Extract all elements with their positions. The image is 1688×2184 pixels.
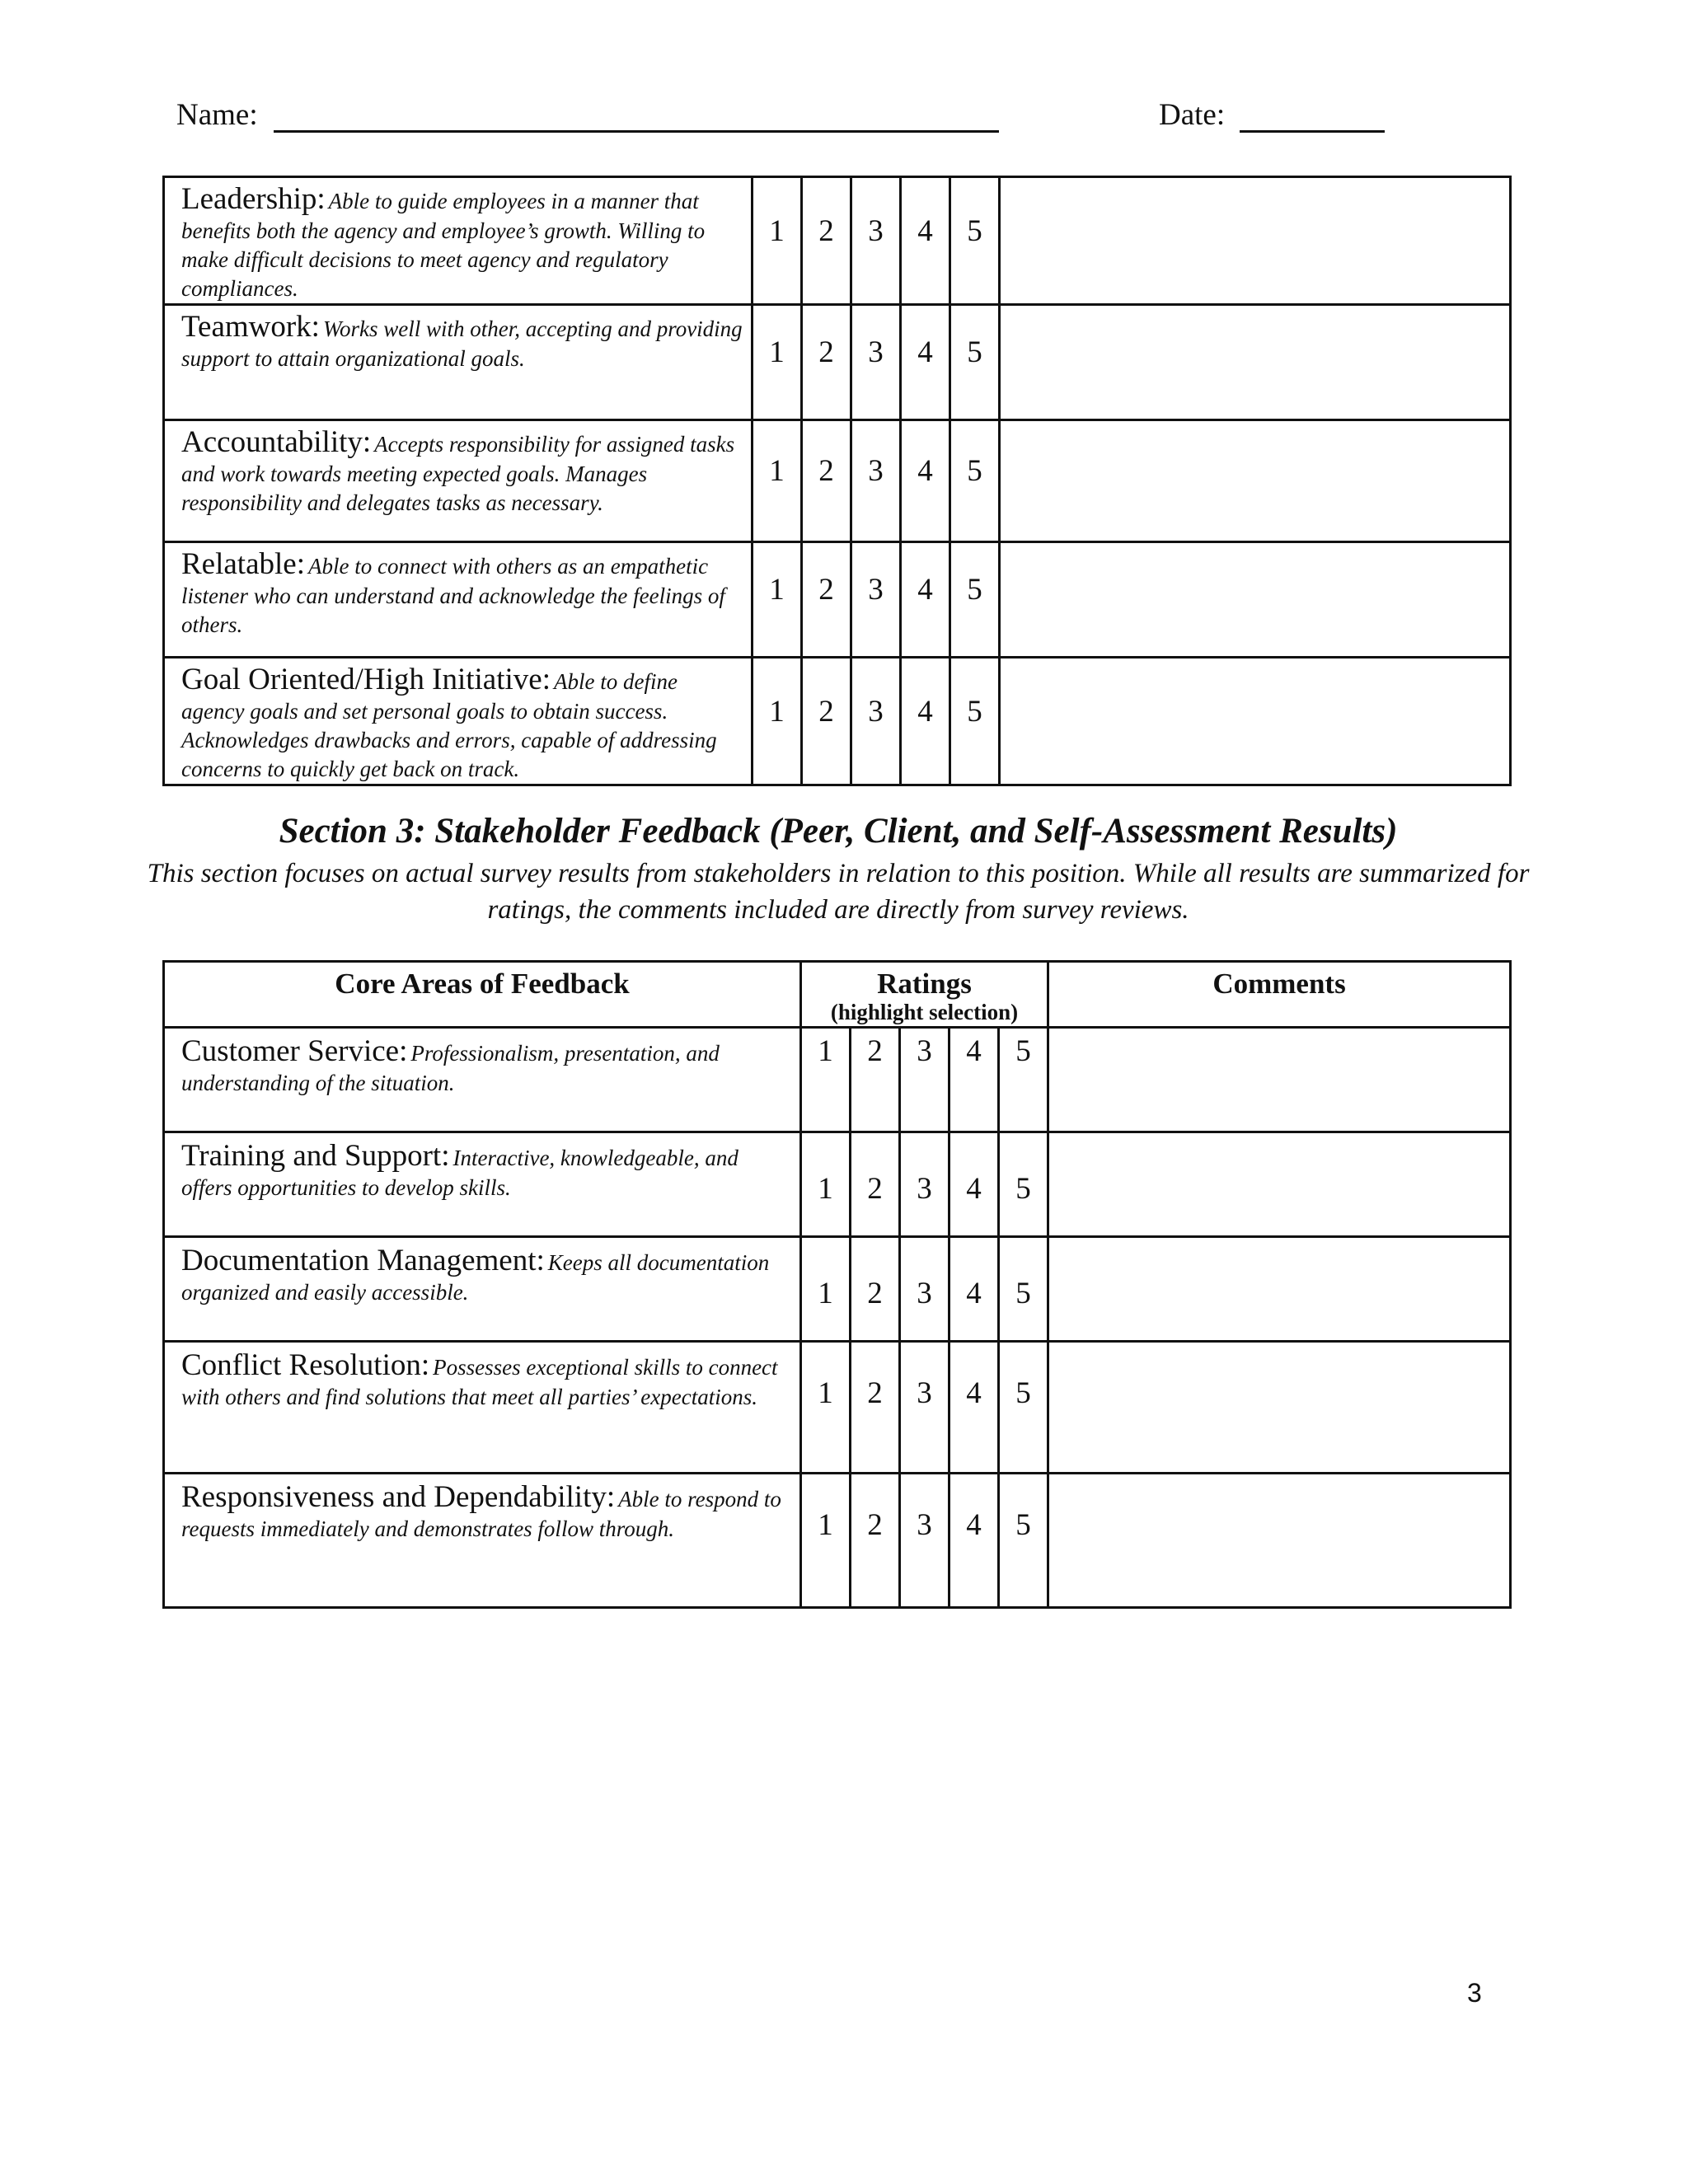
feedback-row-documentation bbox=[164, 1237, 1511, 1342]
competency-description bbox=[164, 658, 753, 785]
ratings-header-sub: (highlight selection) bbox=[830, 1000, 1019, 1024]
rating-1[interactable]: 1 bbox=[753, 658, 802, 785]
rating-5[interactable]: 5 bbox=[950, 305, 1000, 420]
feedback-title: Conflict Resolution: bbox=[181, 1348, 430, 1382]
rating-1[interactable]: 1 bbox=[753, 420, 802, 542]
competency-description bbox=[164, 305, 753, 420]
rating-1[interactable]: 1 bbox=[753, 305, 802, 420]
rating-2[interactable]: 2 bbox=[802, 177, 851, 305]
feedback-table bbox=[162, 960, 1512, 1609]
rating-2[interactable]: 2 bbox=[802, 542, 851, 658]
rating-3[interactable]: 3 bbox=[900, 1132, 950, 1237]
name-field[interactable] bbox=[274, 130, 999, 133]
comments-header: Comments bbox=[1048, 962, 1511, 1028]
rating-4[interactable]: 4 bbox=[901, 542, 950, 658]
competency-detail: Able to guide employees in a manner that benefits both the agency and employee’s growth. Willing to make difficult decisions to meet agency and regulatory compliances. bbox=[181, 189, 706, 301]
competency-detail: Works well with other, accepting and providing support to attain organizational goals. bbox=[181, 316, 743, 371]
rating-1[interactable]: 1 bbox=[801, 1342, 851, 1474]
comment-cell[interactable] bbox=[1048, 1474, 1511, 1608]
rating-5[interactable]: 5 bbox=[950, 658, 1000, 785]
rating-4[interactable]: 4 bbox=[901, 420, 950, 542]
rating-4[interactable]: 4 bbox=[901, 658, 950, 785]
feedback-title: Customer Service: bbox=[181, 1034, 408, 1068]
competency-title: Relatable: bbox=[181, 547, 305, 581]
feedback-detail: Professionalism, presentation, and understanding of the situation. bbox=[181, 1041, 720, 1095]
rating-4[interactable]: 4 bbox=[950, 1028, 999, 1132]
competency-description bbox=[164, 420, 753, 542]
competency-table bbox=[162, 176, 1512, 786]
rating-4[interactable]: 4 bbox=[950, 1474, 999, 1608]
rating-3[interactable]: 3 bbox=[900, 1237, 950, 1342]
rating-5[interactable]: 5 bbox=[999, 1132, 1048, 1237]
feedback-detail: Able to respond to requests immediately and demonstrates follow through. bbox=[181, 1487, 781, 1541]
comment-cell[interactable] bbox=[1000, 658, 1511, 785]
feedback-title: Responsiveness and Dependability: bbox=[181, 1480, 616, 1514]
rating-1[interactable]: 1 bbox=[753, 177, 802, 305]
rating-3[interactable]: 3 bbox=[900, 1028, 950, 1132]
feedback-description bbox=[164, 1028, 801, 1132]
feedback-row-customer-service bbox=[164, 1028, 1511, 1132]
feedback-header-row bbox=[164, 962, 1511, 1028]
ratings-header bbox=[801, 962, 1048, 1028]
date-label: Date: bbox=[1159, 98, 1226, 132]
rating-1[interactable]: 1 bbox=[801, 1132, 851, 1237]
rating-2[interactable]: 2 bbox=[851, 1342, 900, 1474]
comment-cell[interactable] bbox=[1048, 1028, 1511, 1132]
ratings-header-label: Ratings bbox=[877, 968, 972, 1000]
feedback-detail: Interactive, knowledgeable, and offers opportunities to develop skills. bbox=[181, 1146, 738, 1200]
rating-5[interactable]: 5 bbox=[999, 1474, 1048, 1608]
competency-detail: Able to connect with others as an empathetic listener who can understand and acknowledge the feelings of others. bbox=[181, 554, 725, 637]
header-line bbox=[176, 97, 1396, 147]
rating-2[interactable]: 2 bbox=[851, 1474, 900, 1608]
section3-header bbox=[124, 808, 1553, 928]
feedback-row-training-support bbox=[164, 1132, 1511, 1237]
competency-row-relatable bbox=[164, 542, 1511, 658]
rating-2[interactable]: 2 bbox=[802, 420, 851, 542]
competency-title: Teamwork: bbox=[181, 310, 320, 344]
competency-description bbox=[164, 542, 753, 658]
feedback-description bbox=[164, 1237, 801, 1342]
competency-row-accountability bbox=[164, 420, 1511, 542]
rating-4[interactable]: 4 bbox=[901, 305, 950, 420]
rating-3[interactable]: 3 bbox=[851, 177, 901, 305]
comment-cell[interactable] bbox=[1048, 1342, 1511, 1474]
comment-cell[interactable] bbox=[1000, 305, 1511, 420]
rating-3[interactable]: 3 bbox=[851, 658, 901, 785]
rating-1[interactable]: 1 bbox=[801, 1474, 851, 1608]
rating-1[interactable]: 1 bbox=[753, 542, 802, 658]
section3-heading: Section 3: Stakeholder Feedback (Peer, Client, and Self-Assessment Results) bbox=[279, 812, 1398, 851]
rating-3[interactable]: 3 bbox=[851, 542, 901, 658]
comment-cell[interactable] bbox=[1000, 542, 1511, 658]
rating-3[interactable]: 3 bbox=[851, 420, 901, 542]
feedback-description bbox=[164, 1474, 801, 1608]
rating-5[interactable]: 5 bbox=[999, 1342, 1048, 1474]
competency-description bbox=[164, 177, 753, 305]
rating-5[interactable]: 5 bbox=[950, 542, 1000, 658]
feedback-title: Documentation Management: bbox=[181, 1244, 545, 1277]
rating-2[interactable]: 2 bbox=[851, 1132, 900, 1237]
rating-1[interactable]: 1 bbox=[801, 1028, 851, 1132]
feedback-detail: Possesses exceptional skills to connect with others and find solutions that meet all parties’ expectations. bbox=[181, 1355, 778, 1409]
rating-5[interactable]: 5 bbox=[999, 1028, 1048, 1132]
rating-4[interactable]: 4 bbox=[901, 177, 950, 305]
rating-2[interactable]: 2 bbox=[802, 658, 851, 785]
section3-description: This section focuses on actual survey results from stakeholders in relation to this position. While all results are summarized for ratings, the comments included are directly from survey reviews. bbox=[147, 859, 1530, 925]
competency-row-teamwork bbox=[164, 305, 1511, 420]
comment-cell[interactable] bbox=[1048, 1237, 1511, 1342]
rating-2[interactable]: 2 bbox=[851, 1237, 900, 1342]
rating-5[interactable]: 5 bbox=[950, 420, 1000, 542]
competency-title: Leadership: bbox=[181, 182, 326, 216]
feedback-description bbox=[164, 1342, 801, 1474]
rating-5[interactable]: 5 bbox=[950, 177, 1000, 305]
competency-detail: Able to define agency goals and set personal goals to obtain success. Acknowledges drawbacks and errors, capable of addressing concerns to quickly get back on track. bbox=[181, 669, 717, 781]
rating-5[interactable]: 5 bbox=[999, 1237, 1048, 1342]
comment-cell[interactable] bbox=[1000, 420, 1511, 542]
comment-cell[interactable] bbox=[1048, 1132, 1511, 1237]
competency-title: Accountability: bbox=[181, 425, 372, 459]
competency-detail: Accepts responsibility for assigned tasks and work towards meeting expected goals. Manages responsibility and delegates tasks as necessary. bbox=[181, 432, 735, 515]
competency-title: Goal Oriented/High Initiative: bbox=[181, 663, 551, 696]
competency-row-leadership bbox=[164, 177, 1511, 305]
comment-cell[interactable] bbox=[1000, 177, 1511, 305]
rating-4[interactable]: 4 bbox=[950, 1132, 999, 1237]
feedback-title: Training and Support: bbox=[181, 1139, 450, 1173]
competency-row-goal-oriented bbox=[164, 658, 1511, 785]
feedback-detail: Keeps all documentation organized and easily accessible. bbox=[181, 1250, 770, 1305]
feedback-description bbox=[164, 1132, 801, 1237]
date-field[interactable] bbox=[1240, 130, 1385, 133]
rating-2[interactable]: 2 bbox=[802, 305, 851, 420]
page-number: 3 bbox=[1467, 1978, 1482, 2008]
rating-1[interactable]: 1 bbox=[801, 1237, 851, 1342]
rating-3[interactable]: 3 bbox=[851, 305, 901, 420]
rating-4[interactable]: 4 bbox=[950, 1237, 999, 1342]
name-label: Name: bbox=[176, 98, 258, 132]
feedback-row-conflict-resolution bbox=[164, 1342, 1511, 1474]
rating-3[interactable]: 3 bbox=[900, 1474, 950, 1608]
core-areas-header: Core Areas of Feedback bbox=[164, 962, 801, 1028]
rating-2[interactable]: 2 bbox=[851, 1028, 900, 1132]
rating-3[interactable]: 3 bbox=[900, 1342, 950, 1474]
feedback-row-responsiveness bbox=[164, 1474, 1511, 1608]
rating-4[interactable]: 4 bbox=[950, 1342, 999, 1474]
